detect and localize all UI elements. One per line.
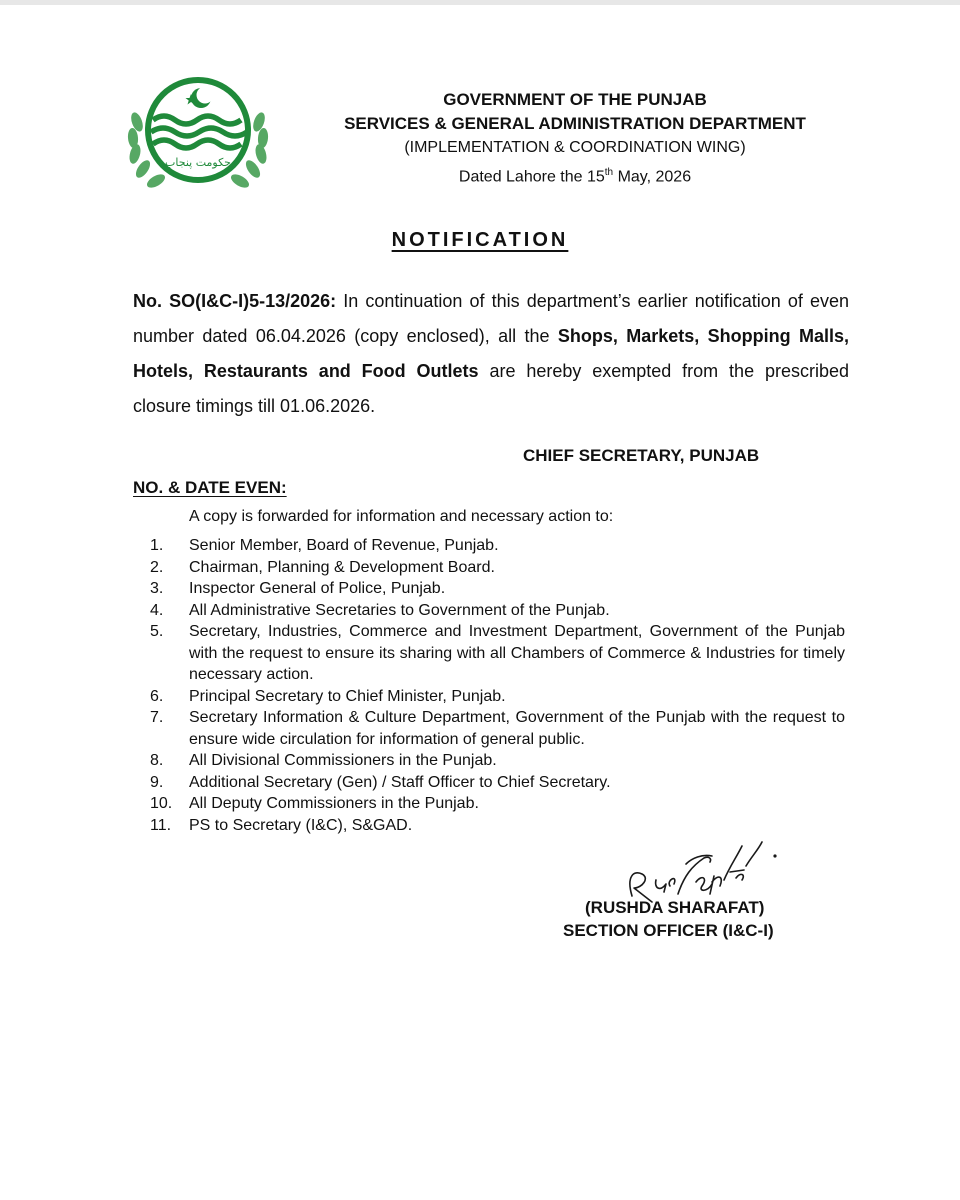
- signatory-name: (RUSHDA SHARAFAT): [585, 898, 765, 917]
- distribution-list: [150, 535, 845, 836]
- list-item: 4. All Administrative Secretaries to Government of the Punjab.: [150, 601, 610, 619]
- issue-date: Dated Lahore the 15th May, 2026: [458, 167, 692, 186]
- notification-body: No. SO(I&C-I)5-13/2026: In continuation of this department’s earlier notification of even number dated 06.04.2026 (copy enclosed), all the Shops, Markets, Shopping Malls, Hotels, Restaurants and Food Outlets are hereby exempted from the prescribed closure timings till 01.06.2026.: [133, 291, 850, 416]
- notification-title: NOTIFICATION: [391, 229, 569, 251]
- list-item: 7. Secretary Information & Culture Department, Government of the Punjab with the request to ensure wide circulation for information of general public.: [150, 709, 845, 748]
- notification-number: No. SO(I&C-I)5-13/2026:: [133, 291, 337, 311]
- list-item: 5. Secretary, Industries, Commerce and Investment Department, Government of the Punjab with the request to ensure its sharing with all Chambers of Commerce & Industries for timely necessary action.: [150, 623, 845, 683]
- punjab-government-logo-icon: [123, 72, 273, 194]
- logo-text: حکومت پنجاب: [165, 156, 231, 169]
- distribution-intro: A copy is forwarded for information and necessary action to:: [189, 508, 614, 525]
- list-item: 10. All Deputy Commissioners in the Punjab.: [150, 795, 479, 812]
- signatory-designation: SECTION OFFICER (I&C-I): [563, 921, 774, 940]
- list-item: 9. Additional Secretary (Gen) / Staff Officer to Chief Secretary.: [150, 773, 611, 791]
- list-item: 11. PS to Secretary (I&C), S&GAD.: [150, 816, 413, 834]
- list-item: 3. Inspector General of Police, Punjab.: [150, 580, 446, 597]
- department-name: SERVICES & GENERAL ADMINISTRATION DEPARTMENT: [344, 114, 806, 133]
- no-date-even-heading: NO. & DATE EVEN:: [133, 478, 287, 497]
- government-name: GOVERNMENT OF THE PUNJAB: [443, 90, 707, 109]
- chief-secretary-signatory: CHIEF SECRETARY, PUNJAB: [523, 446, 760, 465]
- letterhead: [300, 88, 850, 190]
- top-edge: [0, 0, 960, 5]
- list-item: 1. Senior Member, Board of Revenue, Punjab.: [150, 537, 499, 554]
- list-item: 2. Chairman, Planning & Development Board.: [150, 558, 495, 576]
- exempted-businesses: Shops, Markets, Shopping Malls, Hotels, Restaurants and Food Outlets: [133, 326, 850, 381]
- list-item: 6. Principal Secretary to Chief Minister, Punjab.: [150, 687, 506, 705]
- wing-name: (IMPLEMENTATION & COORDINATION WING): [404, 139, 746, 156]
- list-item: 8. All Divisional Commissioners in the Punjab.: [150, 752, 497, 769]
